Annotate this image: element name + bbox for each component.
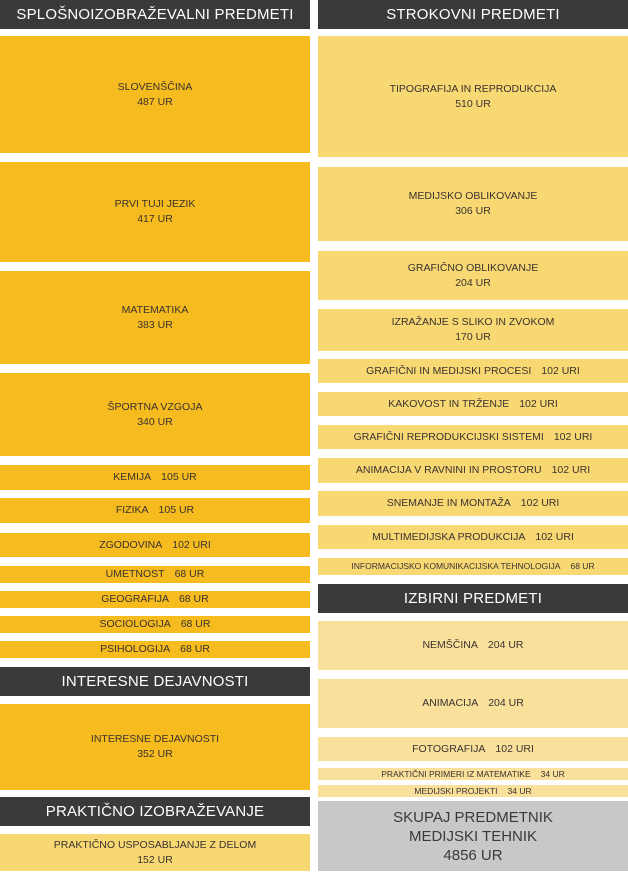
header-practical: PRAKTIČNO IZOBRAŽEVANJE bbox=[0, 797, 310, 826]
subject-block-kakovost-trzenje bbox=[318, 392, 628, 416]
subject-name: MATEMATIKA bbox=[121, 303, 189, 316]
subject-name: GEOGRAFIJA bbox=[101, 593, 169, 605]
subject-block-reprodukcijski-sistemi bbox=[318, 425, 628, 449]
subject-hours: 102 URI bbox=[519, 397, 558, 410]
subject-name: GRAFIČNO OBLIKOVANJE bbox=[407, 261, 539, 274]
subject-hours: 68 UR bbox=[570, 561, 595, 571]
subject-hours: 68 UR bbox=[178, 593, 209, 605]
subject-block-tipografija bbox=[318, 36, 628, 157]
subject-name: PRAKTIČNI PRIMERI IZ MATEMATIKE bbox=[381, 768, 531, 779]
subject-block-graficno-oblikovanje bbox=[318, 251, 628, 300]
subject-hours: 102 URI bbox=[495, 742, 534, 755]
subject-block-medijski-projekti bbox=[318, 785, 628, 797]
subject-hours: 487 UR bbox=[137, 95, 173, 108]
subject-hours: 105 UR bbox=[161, 471, 197, 483]
subject-block-izrazanje bbox=[318, 309, 628, 351]
subject-hours: 68 UR bbox=[180, 643, 210, 655]
subject-hours: 352 UR bbox=[137, 748, 173, 760]
subject-hours: 34 UR bbox=[507, 785, 532, 796]
subject-name: NEMŠČINA bbox=[422, 639, 478, 651]
subject-name: ANIMACIJA bbox=[422, 697, 479, 709]
subject-name: INFORMACIJSKO KOMUNIKACIJSKA TEHNOLOGIJA bbox=[351, 561, 561, 571]
subject-hours: 510 UR bbox=[455, 97, 491, 110]
header-general-subjects: SPLOŠNOIZOBRAŽEVALNI PREDMETI bbox=[0, 0, 310, 29]
subject-name: MULTIMEDIJSKA PRODUKCIJA bbox=[372, 530, 526, 543]
subject-name: SLOVENŠČINA bbox=[117, 80, 193, 93]
subject-name: PRAKTIČNO USPOSABLJANJE Z DELOM bbox=[53, 838, 257, 851]
subject-block-ikt bbox=[318, 558, 628, 575]
subject-block-animacija-ravnini bbox=[318, 458, 628, 483]
subject-hours: 417 UR bbox=[137, 213, 173, 225]
subject-hours: 102 URI bbox=[520, 497, 560, 509]
subject-hours: 204 UR bbox=[455, 276, 491, 289]
subject-name: ANIMACIJA V RAVNINI IN PROSTORU bbox=[355, 464, 542, 476]
subject-name: INTERESNE DEJAVNOSTI bbox=[90, 733, 220, 745]
subject-block-interesne-dejavnosti bbox=[0, 704, 310, 790]
subject-name: TIPOGRAFIJA IN REPRODUKCIJA bbox=[389, 82, 557, 95]
subject-hours: 102 URI bbox=[553, 430, 593, 443]
header-interests: INTERESNE DEJAVNOSTI bbox=[0, 667, 310, 696]
subject-block-geografija bbox=[0, 591, 310, 608]
subject-block-slovenscina bbox=[0, 36, 310, 153]
subject-block-nemscina bbox=[318, 621, 628, 670]
subject-hours: 204 UR bbox=[488, 697, 524, 709]
subject-name: FOTOGRAFIJA bbox=[412, 742, 486, 755]
total-line-1: SKUPAJ PREDMETNIK bbox=[393, 808, 553, 826]
subject-name: UMETNOST bbox=[105, 568, 165, 580]
subject-block-sportna-vzgoja bbox=[0, 373, 310, 456]
subject-name: FIZIKA bbox=[115, 504, 149, 516]
subject-name: KAKOVOST IN TRŽENJE bbox=[388, 397, 510, 410]
subject-hours: 170 UR bbox=[455, 331, 491, 343]
subject-name: KEMIJA bbox=[113, 471, 152, 483]
subject-hours: 102 URI bbox=[551, 464, 591, 476]
header-elective-subjects: IZBIRNI PREDMETI bbox=[318, 584, 628, 613]
subject-hours: 68 UR bbox=[174, 568, 205, 580]
subject-hours: 306 UR bbox=[455, 205, 491, 217]
subject-hours: 102 URI bbox=[541, 364, 580, 377]
subject-hours: 105 UR bbox=[158, 504, 195, 516]
subject-hours: 34 UR bbox=[540, 768, 565, 779]
subject-hours: 102 URI bbox=[172, 538, 211, 551]
subject-block-graficni-medijski-procesi bbox=[318, 359, 628, 383]
subject-name: PSIHOLOGIJA bbox=[100, 643, 171, 655]
subject-name: SNEMANJE IN MONTAŽA bbox=[386, 497, 511, 509]
subject-block-umetnost bbox=[0, 566, 310, 583]
subject-hours: 204 UR bbox=[487, 639, 524, 651]
subject-block-fotografija bbox=[318, 737, 628, 761]
subject-name: GRAFIČNI REPRODUKCIJSKI SISTEMI bbox=[353, 430, 544, 443]
subject-hours: 340 UR bbox=[137, 415, 173, 428]
total-summary bbox=[318, 801, 628, 871]
subject-block-prvi-tuji-jezik bbox=[0, 162, 310, 262]
subject-block-multimedijska-produkcija bbox=[318, 525, 628, 549]
subject-name: MEDIJSKO OBLIKOVANJE bbox=[408, 190, 538, 202]
subject-hours: 383 UR bbox=[137, 318, 173, 331]
subject-name: ŠPORTNA VZGOJA bbox=[107, 400, 203, 413]
subject-block-snemanje-montaza bbox=[318, 491, 628, 516]
subject-block-animacija bbox=[318, 679, 628, 728]
subject-block-prakticni-primeri bbox=[318, 768, 628, 780]
subject-name: ZGODOVINA bbox=[99, 538, 163, 551]
subject-block-medijsko-oblikovanje bbox=[318, 167, 628, 241]
total-hours: 4856 UR bbox=[443, 846, 503, 864]
subject-name: GRAFIČNI IN MEDIJSKI PROCESI bbox=[366, 364, 532, 377]
subject-name: PRVI TUJI JEZIK bbox=[114, 198, 196, 210]
subject-name: IZRAŽANJE S SLIKO IN ZVOKOM bbox=[391, 316, 555, 328]
subject-block-zgodovina bbox=[0, 533, 310, 557]
subject-block-sociologija bbox=[0, 616, 310, 633]
subject-block-prakticno-usposabljanje bbox=[0, 834, 310, 871]
subject-block-matematika bbox=[0, 271, 310, 364]
subject-name: MEDIJSKI PROJEKTI bbox=[414, 785, 498, 796]
subject-block-kemija bbox=[0, 465, 310, 490]
subject-block-psihologija bbox=[0, 641, 310, 658]
subject-hours: 68 UR bbox=[180, 618, 211, 630]
header-professional-subjects: STROKOVNI PREDMETI bbox=[318, 0, 628, 29]
subject-hours: 152 UR bbox=[137, 853, 173, 866]
total-line-2: MEDIJSKI TEHNIK bbox=[408, 827, 538, 845]
subject-name: SOCIOLOGIJA bbox=[99, 618, 171, 630]
subject-block-fizika bbox=[0, 498, 310, 523]
subject-hours: 102 URI bbox=[535, 530, 574, 543]
